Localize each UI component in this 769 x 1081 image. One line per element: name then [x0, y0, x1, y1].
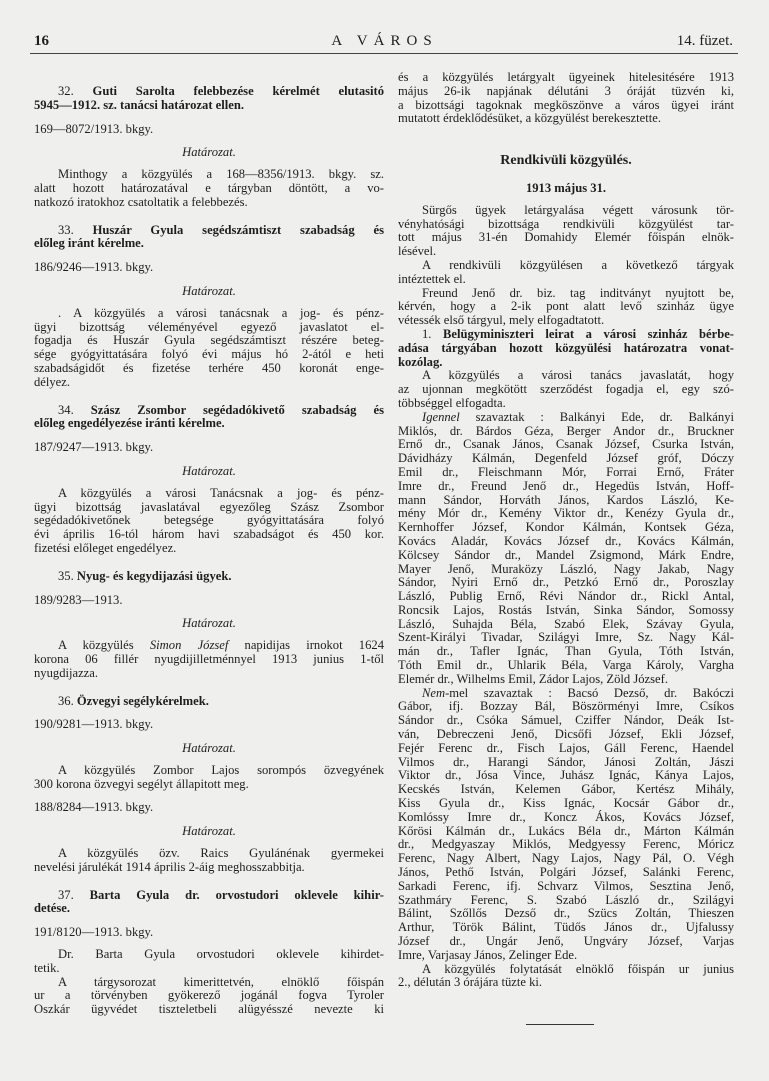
decision-label [34, 285, 384, 299]
reference-number [34, 801, 384, 815]
text-line: Roncsik Lajos, Rostás István, Sinka Sándor, Somossy [398, 602, 734, 617]
text-line [398, 356, 734, 370]
paragraph [34, 764, 384, 792]
section-date [398, 182, 734, 196]
text-segment: napidijas irnokot 1624 [228, 638, 384, 653]
text-line: többséggel elfogadta. [398, 395, 506, 410]
paragraph [34, 307, 384, 390]
text-line: a bizottsági tagoknak megköszönve a város ügyei iránt [398, 97, 734, 112]
text-line: Arthur, Török Bálint, Tüdős János dr., Ujfalussy [398, 920, 734, 935]
text-line: dr., Medgyaszay Miklós, Medgyessy Ferenc, Móricz [398, 837, 734, 852]
text-line: László, Publig Ernő, Révi Nándor dr., Rickl Antal, [398, 589, 734, 604]
text-line: . A közgyülés a városi tanácsnak a jog- és pénz- [58, 305, 384, 320]
text-line: 1913 május 31. [525, 180, 607, 195]
text-line: május 26-ik napjának délutáni 3 óráját tüzvén ki, [398, 83, 734, 98]
text-line: szabadságidőt és fizetése terhére 450 koronát enge- [34, 360, 384, 375]
text-segment: A közgyülés [58, 638, 150, 653]
item-number: 37. [58, 887, 90, 902]
text-segment: előleg engedélyezése iránti kérelme. [34, 416, 225, 431]
text-segment: Özvegyi segélykérelmek. [76, 693, 209, 708]
item-number: 34. [58, 402, 91, 417]
item-number: 36. [58, 693, 77, 708]
text-line: A közgyülés folytatását elnöklő főispán ur junius [422, 961, 734, 976]
text-line: Mayer Jenő, Muraközy László, Nagy Jakab, Nagy [398, 561, 734, 576]
text-line: Kölcsey Sándor dr., Mandel Zsigmond, Márk Endre, [398, 547, 734, 562]
text-line: vényhatósági bizottsága rendkivüli közgyülést tar- [398, 216, 734, 231]
text-segment: szavaztak : Balkányi Ede, dr. Balkányi [459, 409, 734, 424]
text-segment: 5945—1912. sz. tanácsi határozat ellen. [34, 97, 244, 112]
decision-label [34, 825, 384, 839]
text-line: 169—8072/1913. bkgy. [34, 121, 154, 136]
paragraph [34, 948, 384, 976]
text-line [34, 417, 384, 431]
text-line: A rendkivüli közgyülésen a következő tárgyak [422, 257, 734, 272]
text-line: nevelési járulékát 1914 április 2-áig meghosszabbitja. [34, 859, 305, 874]
bold-text: Belügyminiszteri leirat a városi szinház bérbe- [442, 326, 734, 341]
paragraph [398, 411, 734, 687]
text-line: 190/9281—1913. bkgy. [34, 717, 154, 732]
bold-text: adása tárgyában hozott közgyülési határozatra vonat- [398, 340, 734, 355]
text-line: A közgyülés özv. Raics Gyulánénak gyermekei [58, 846, 384, 861]
text-segment: előleg iránt kérelme. [34, 236, 144, 251]
reference-number [34, 261, 384, 275]
item-number: 33. [58, 222, 93, 237]
text-line: Imre, Varjasay János, Zelinger Ede. [398, 947, 578, 962]
text-segment: Szász Zsombor segédadókivető szabadság és [90, 402, 384, 417]
item-heading [34, 570, 384, 584]
text-line: Szathmáry Ferenc, S. Szabó László dr., Szilágyi [398, 892, 734, 907]
text-line: Sándor, Nyiri Ernő dr., Petzkó Ernő dr., Poroszlay [398, 575, 734, 590]
reference-number [34, 926, 384, 940]
text-line: János, Pethő István, Polgári József, Salánki Ferenc, [398, 865, 734, 880]
text-line: Tóth Emil dr., Uhlarik Béla, Varga Károly, Vargha [398, 658, 734, 673]
text-line: Határozat. [182, 616, 236, 631]
reference-number [34, 441, 384, 455]
text-segment: detése. [34, 901, 71, 916]
text-line: vétessék első tárgyul, mely elfogadtatott. [398, 313, 605, 328]
right-column [398, 71, 734, 990]
paragraph [34, 976, 384, 1017]
text-line [398, 328, 734, 342]
text-line: Vilmos dr., Harangi Sándor, Jánosi Zoltán, Jászi [398, 754, 734, 769]
text-line: tetik. [34, 960, 60, 975]
text-line: Sándor dr., Csóka Sámuel, Cziffer Nándor, Deák Ist- [398, 713, 734, 728]
text-line: Kiss Gyula dr., Kiss Ignác, Kocsár Gábor dr., [398, 796, 734, 811]
decision-label [34, 742, 384, 756]
paragraph [398, 963, 734, 991]
text-line: Freund Jenő dr. biz. tag inditványt nyujtott be, [422, 285, 734, 300]
paragraph [34, 847, 384, 875]
text-line: alatt hozott határozatával e tárgyban döntött, a vo- [34, 180, 384, 195]
text-line: 300 korona özvegyi segélyt állapitott meg. [34, 776, 249, 791]
item-heading [34, 695, 384, 709]
section-title [398, 154, 734, 168]
text-line: natkozó iratokhoz csatoltatik a felebbezés. [34, 194, 248, 209]
text-line: Határozat. [182, 463, 236, 478]
text-line: ügyi bizottság javaslatával egyezőleg Szász Zsombor [34, 499, 384, 514]
text-line: Viktor dr., Jósa Vince, Juhász Ignác, Kánya Lajos, [398, 768, 734, 783]
journal-title: A VÁROS [331, 33, 438, 49]
text-line: ván, Debreczeni Jenő, Dicsőfi József, Ekli József, [398, 727, 734, 742]
page-number: 16 [34, 33, 49, 49]
bold-text: kozólag. [398, 354, 443, 369]
text-line: Oszkár ügyvédet tiszteletbeli alügyésszé nevezte ki [34, 1002, 384, 1017]
reference-number [34, 123, 384, 137]
paragraph [398, 259, 734, 287]
paragraph [398, 204, 734, 259]
item-heading [34, 889, 384, 917]
decision-label [34, 146, 384, 160]
text-line: Dávidházy Kálmán, Degenfeld József gróf, Dóczy [398, 451, 734, 466]
text-line: mán dr., Tafler Ignác, Than Gyula, Tóth István, [398, 644, 734, 659]
text-line: és a közgyülés letárgyalt ügyeinek hitelesitésére 1913 [398, 70, 734, 84]
paragraph [398, 71, 734, 126]
text-line: 187/9247—1913. bkgy. [34, 440, 154, 455]
left-column [34, 71, 384, 1017]
paragraph [398, 328, 734, 369]
text-line: délyez. [34, 374, 71, 389]
paragraph [398, 287, 734, 328]
text-segment: Barta Gyula dr. orvostudori oklevele kihir- [89, 887, 385, 902]
item-heading [34, 224, 384, 252]
text-line: Kecskés István, Kelemen Gábor, Kertész Mihály, [398, 782, 734, 797]
italic-text: Simon József [149, 638, 229, 653]
paragraph [398, 687, 734, 963]
item-heading [34, 404, 384, 432]
paragraph [34, 639, 384, 680]
text-line: tott május 31-én Domahidy Elemér főispán elnök- [398, 230, 734, 245]
text-line: Kernhoffer József, Kondor Kálmán, Kontsek Géza, [398, 520, 734, 535]
text-segment: 1. [422, 326, 443, 341]
text-line [34, 99, 384, 113]
text-line: mutatott érdeklődésüket, a közgyülést berekesztette. [398, 111, 661, 126]
text-line: mann Sándor, Horváth János, Kardos László, Ke- [398, 492, 734, 507]
text-line: 2., délután 3 órájára tüzte ki. [398, 975, 543, 990]
text-segment: -mel szavaztak : Bacsó Dezső, dr. Bakóczi [445, 685, 734, 700]
paragraph [34, 487, 384, 556]
text-line: Gábor, ifj. Bozzay Bál, Böszörményi Imre, Csíkos [398, 699, 734, 714]
text-line: ur a törvényben gyökerező jogánál fogva Tyroler [34, 988, 384, 1003]
text-line: 191/8120—1913. bkgy. [34, 925, 154, 940]
text-line: Határozat. [182, 824, 236, 839]
text-line: A közgyülés a városi Tanácsnak a jog- és pénz- [58, 485, 384, 500]
text-line: A közgyülés a városi tanács javaslatát, hogy [422, 368, 734, 383]
text-line: Miklós, dr. Bárdos Géza, Berger Andor dr., Bruckner [398, 423, 734, 438]
text-line: Minthogy a közgyülés a 168—8356/1913. bkgy. sz. [58, 167, 384, 182]
issue-number: 14. füzet. [676, 33, 733, 49]
text-line: 189/9283—1913. [34, 592, 123, 607]
text-line: Ferenc, Nagy Albert, Nagy Lajos, Nagy Pál, O. Végh [398, 851, 734, 866]
text-line: Határozat. [182, 145, 236, 160]
decision-label [34, 617, 384, 631]
text-line: Komlóssy Imre dr., Koncz Ákos, Kovács József, [398, 809, 734, 824]
text-line [34, 237, 384, 251]
text-line [398, 342, 734, 356]
text-line [34, 639, 384, 653]
text-line [34, 224, 384, 238]
text-line: korona 06 fillér nyugdijilletménnyel 1913 junius 1-től [34, 651, 384, 666]
text-line: Emil dr., Fleischmann Mór, Forrai Ernő, Fráter [398, 464, 734, 479]
text-line [34, 404, 384, 418]
decision-label [34, 465, 384, 479]
text-line: évi április 16-tól három havi szabadságot és 450 kor. [34, 527, 384, 542]
text-line: Határozat. [182, 283, 236, 298]
paragraph [398, 369, 734, 410]
item-number: 35. [58, 568, 77, 583]
header-rule [30, 53, 738, 54]
item-number: 32. [58, 84, 93, 98]
text-line: kérvén, hogy a 2-ik pont alatt levő szinház ügye [398, 299, 734, 314]
text-line: Szent-Királyi Tivadar, Szilágyi Imre, Sz. Nagy Kál- [398, 630, 734, 645]
text-line [398, 411, 734, 425]
end-rule [526, 1024, 594, 1025]
text-line: Sarkadi Ferenc, ifj. Schvarz Vilmos, Sesztina Jenő, [398, 878, 734, 893]
text-line [34, 889, 384, 903]
text-line: segédadókivetőnek betegsége gyógyittatására folyó [34, 513, 384, 528]
text-line: nyugdijazza. [34, 665, 98, 680]
text-line: lésével. [398, 244, 437, 259]
text-line [398, 687, 734, 701]
text-line [34, 570, 384, 584]
reference-number [34, 718, 384, 732]
reference-number [34, 594, 384, 608]
text-line: Ernő dr., Csanak János, Csanak József, Csurka István, [398, 437, 734, 452]
text-line: Dr. Barta Gyula orvostudori oklevele kihirdet- [58, 947, 384, 962]
text-line: intéztettek el. [398, 271, 466, 286]
text-line: 188/8284—1913. bkgy. [34, 800, 154, 815]
italic-text: Igennel [422, 409, 460, 424]
text-line: A közgyülés Zombor Lajos sorompós özvegyének [58, 762, 384, 777]
text-segment: Guti Sarolta felebbezése kérelmét elutasitó [92, 84, 385, 98]
text-line: Bálint, Szőllős Dezső dr., Szücs Zoltán, Thieszen [398, 906, 734, 921]
text-segment: Huszár Gyula segédszámtiszt szabadság és [92, 222, 384, 237]
text-line [34, 695, 384, 709]
text-line [34, 85, 384, 99]
item-heading [34, 85, 384, 113]
text-line: Rendkivüli közgyülés. [500, 153, 632, 169]
text-line: Sürgős ügyek letárgyalása végett városunk tör- [422, 202, 734, 217]
text-line: fizetési előleget engedélyez. [34, 540, 177, 555]
paragraph [34, 168, 384, 209]
text-line: sége gyógyittatására folyó évi május hó 2-ától e heti [34, 347, 384, 362]
text-line: 186/9246—1913. bkgy. [34, 260, 154, 275]
text-line: az ujonnan megkötött szerződést fogadja el, egy szó- [398, 382, 734, 397]
text-line: Kőrösi Kálmán dr., Lukács Béla dr., Márton Kálmán [398, 823, 734, 838]
text-line: László, Suhajda Béla, Szabó Elek, Szávay Gyula, [398, 616, 734, 631]
text-line: Fejér Ferenc dr., Fisch Lajos, Gáll Ferenc, Haendel [398, 740, 734, 755]
text-line: Kovács Aladár, Kovács József dr., Kovács Kálmán, [398, 533, 734, 548]
text-line: ügyi bizottság véleményével egyező javaslatot el- [34, 319, 384, 334]
text-line: József dr., Ungár Jenő, Ungváry József, Varjas [398, 934, 734, 949]
text-line: fogadja és Huszár Gyula segédszámtiszt részére beteg- [34, 333, 384, 348]
italic-text: Nem [422, 685, 446, 700]
text-line: Határozat. [182, 741, 236, 756]
text-line: Imre dr., Freund Jenő dr., Hegedüs István, Hoff- [398, 478, 734, 493]
text-line [34, 902, 384, 916]
text-line: mény Mór dr., Kemény Viktor dr., Kenézy Gyula dr., [398, 506, 734, 521]
text-line: Elemér dr., Wilhelms Emil, Zádor Lajos, Zöld József. [398, 671, 668, 686]
text-line: A tárgysorozat kimerittetvén, elnöklő főispán [58, 974, 384, 989]
text-segment: Nyug- és kegydijazási ügyek. [76, 568, 232, 583]
